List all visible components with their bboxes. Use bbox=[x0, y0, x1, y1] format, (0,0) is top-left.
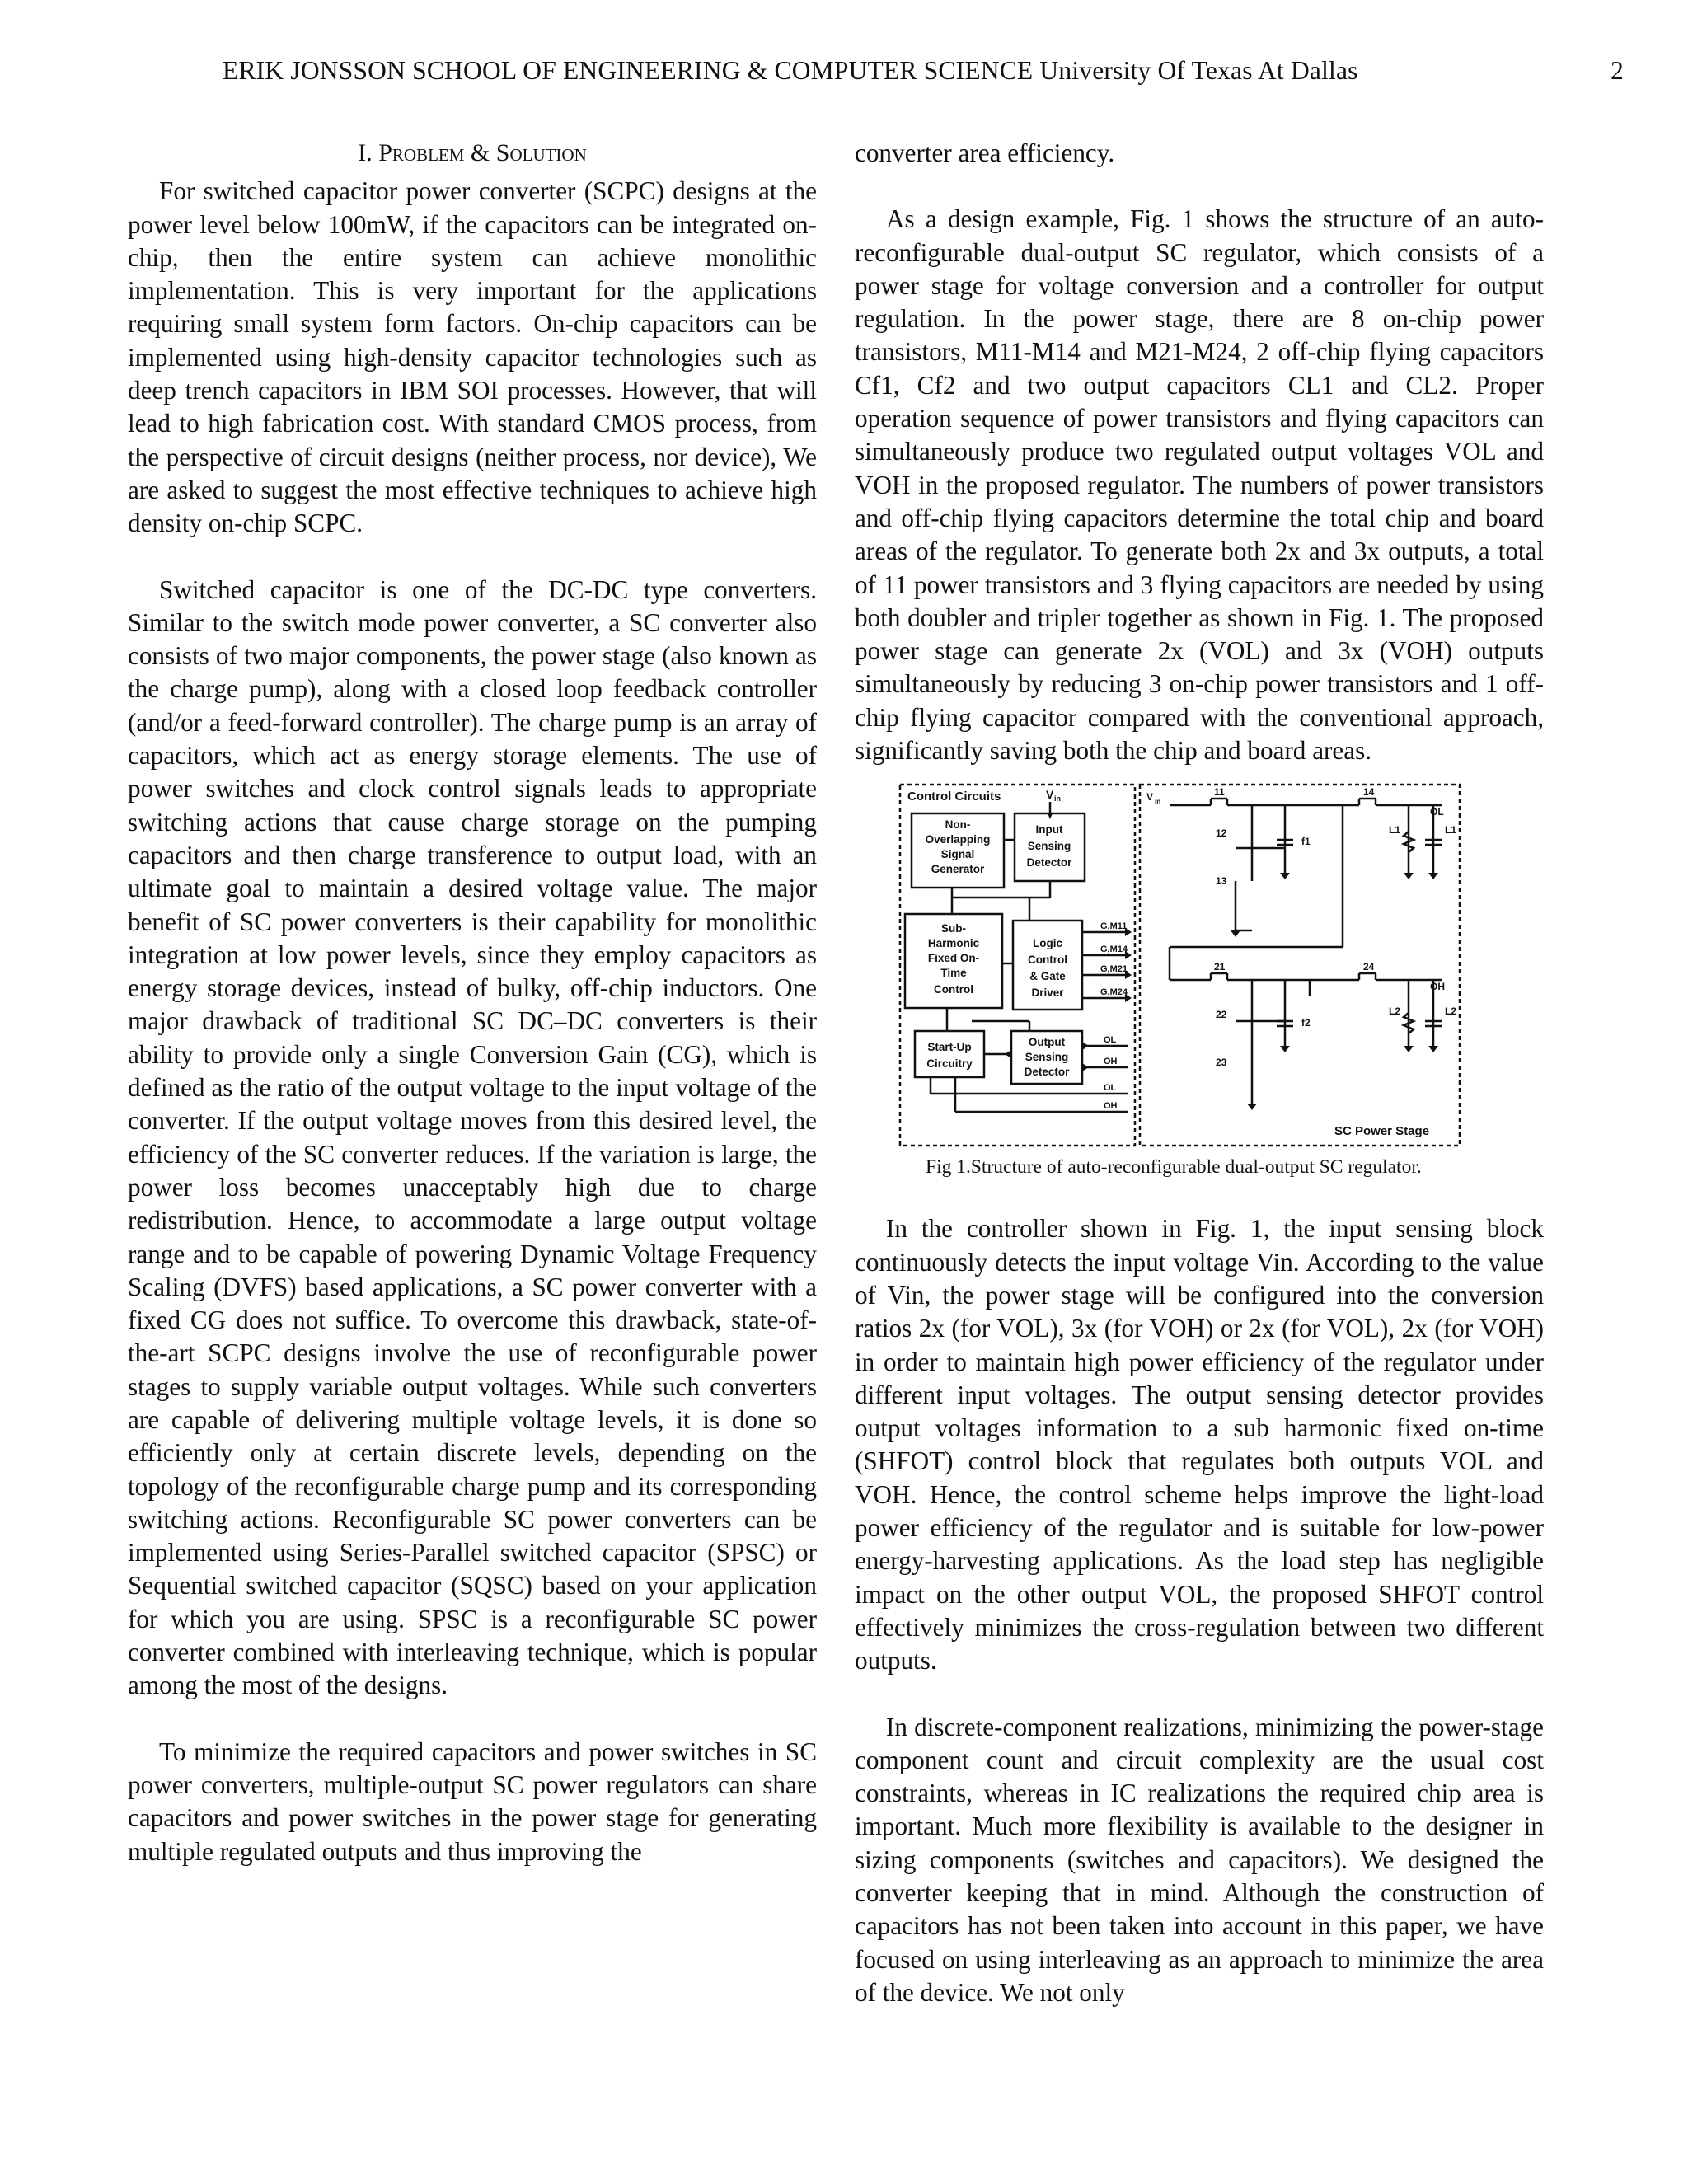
m-label: 14 bbox=[1363, 786, 1375, 799]
res-label: L1 bbox=[1389, 824, 1401, 837]
block-text: Input bbox=[1035, 823, 1063, 837]
m-label: 22 bbox=[1216, 1009, 1227, 1021]
page-number: 2 bbox=[1611, 56, 1624, 85]
vin-label: V bbox=[1046, 788, 1054, 802]
out-label: OL bbox=[1104, 1083, 1117, 1094]
m-label: 12 bbox=[1216, 827, 1227, 840]
paragraph: In the controller shown in Fig. 1, the input sensing block continuously detects the input voltage Vin. According to the value of Vin, the power stage will be configured into the conversion ratios 2x (for VOL), 3x (for VOH) or 2x (for VOL), 2x (for VOH) in order to maintain high power efficiency of the regulator under different input voltages. The output sensing detector provides output voltages information to a sub harmonic fixed on-time (SHFOT) control block that regulates both outputs VOL and VOH. Hence, the control scheme helps improve the light-load power efficiency of the regulator and is suitable for low-power energy-harvesting applications. As the load step has negligible impact on the other output VOL, the proposed SHFOT control effectively minimizes the cross-regulation between two different outputs. bbox=[855, 1214, 1544, 1675]
block-text: Sub- bbox=[941, 922, 966, 935]
control-title: Control Circuits bbox=[907, 790, 1001, 804]
block-text: Start-Up bbox=[927, 1041, 972, 1054]
block-text: Generator bbox=[931, 863, 985, 876]
vin-sub: in bbox=[1054, 794, 1061, 804]
block-text: Circuitry bbox=[926, 1057, 973, 1071]
block-text: Signal bbox=[940, 848, 975, 861]
gate-label: G,M14 bbox=[1100, 944, 1128, 955]
paragraph: For switched capacitor power converter (SCPC) designs at the power level below 100mW, if the capacitors can be integrated on-chip, then the entire system can achieve monolithic implementation. This is very important for the applications requiring small system form factors. On-chip capacitors can be implemented using high-density capacitor technologies such as deep trench capacitors in IBM SOI processes. However, that will lead to high fabrication cost. With standard CMOS process, from the perspective of circuit designs (neither process, nor device), We are asked to suggest the most effective techniques to achieve high density on-chip SCPC. bbox=[128, 176, 817, 538]
vin-stage-label: V bbox=[1146, 791, 1154, 804]
figure-1 bbox=[898, 782, 1463, 1179]
section-numeral: I. bbox=[358, 139, 373, 166]
circuit-diagram bbox=[898, 782, 1463, 1150]
cap-label: L1 bbox=[1445, 824, 1457, 837]
gate-label: G,M21 bbox=[1100, 964, 1128, 975]
power-stage-title: SC Power Stage bbox=[1334, 1124, 1430, 1139]
header-title: ERIK JONSSON SCHOOL OF ENGINEERING & COMPUTER SCIENCE University Of Texas At Dallas bbox=[223, 56, 1358, 85]
vin-stage-sub: in bbox=[1155, 798, 1161, 806]
left-column bbox=[128, 137, 817, 1901]
voh-label: OH bbox=[1430, 981, 1445, 993]
block-text: Output bbox=[1028, 1036, 1066, 1049]
cap-label: f1 bbox=[1301, 836, 1311, 848]
m-label: 23 bbox=[1216, 1057, 1227, 1069]
block-text: Harmonic bbox=[927, 937, 980, 950]
paragraph: To minimize the required capacitors and power switches in SC power converters, multiple-output SC power regulators can share capacitors and power switches in the power stage for generating multiple regulated outputs and thus improving the bbox=[128, 1736, 817, 1866]
paragraph: Switched capacitor is one of the DC-DC type converters. Similar to the switch mode power converter, a SC converter also consists of two major components, the power stage (also known as the charge pump), along with a closed loop feedback controller (and/or a feed-forward controller). The charge pump is an array of capacitors, which act as energy storage elements. The use of power switches and clock control signals leads to appropriate switching actions that cause charge storage on the pumping capacitors and then charge transference to output load, with an ultimate goal to maintain a desired voltage value. The major benefit of SC power converters is their capability for monolithic integration at low power levels, since they employ capacitors as energy storage devices, instead of bulky, off-chip inductors. One major drawback of traditional SC DC–DC converters is their ability to provide only a single Conversion Gain (CG), which is defined as the ratio of the output voltage to the input voltage of the converter. If the output voltage moves from this desired level, the efficiency of the SC converter reduces. If the variation is large, the power loss becomes unacceptably high due to charge redistribution. Hence, to accommodate a large output voltage range and to be capable of powering Dynamic Voltage Frequency Scaling (DVFS) based applications, a SC power converter with a fixed CG does not suffice. To overcome this drawback, state-of-the-art SCPC designs involve the use of reconfigurable power stages to supply variable output voltages. While such converters are capable of delivering multiple voltage levels, it is done so efficiently only at certain discrete levels, depending on the topology of the reconfigurable charge pump and its corresponding switching actions. Reconfigurable SC power converters can be implemented using Series-Parallel switched capacitor (SPSC) or Sequential switched capacitor (SQSC) based on your application for which you are using. SPSC is a reconfigurable SC power converter combined with interleaving technique, which is popular among the most of the designs. bbox=[128, 574, 817, 1700]
block-text: Fixed On- bbox=[927, 952, 980, 965]
m-label: 21 bbox=[1214, 961, 1226, 973]
paragraph: converter area efficiency. bbox=[855, 138, 1115, 167]
section-title-text: Problem & Solution bbox=[378, 139, 587, 166]
out-label: OH bbox=[1104, 1101, 1118, 1112]
block-text: Control bbox=[1028, 954, 1067, 967]
block-text: Time bbox=[940, 967, 967, 980]
out-label: OL bbox=[1104, 1035, 1117, 1046]
paragraph: As a design example, Fig. 1 shows the structure of an auto-reconfigurable dual-output SC regulator, which consists of a power stage for voltage conversion and a controller for output regulation. In the power stage, there are 8 on-chip power transistors, M11-M14 and M21-M24, 2 off-chip flying capacitors Cf1, Cf2 and two output capacitors CL1 and CL2. Proper operation sequence of power transistors and flying capacitors can simultaneously produce two regulated output voltages VOL and VOH in the proposed regulator. The numbers of power transistors and off-chip flying capacitors determine the total chip and board areas of the regulator. To generate both 2x and 3x outputs, a total of 11 power transistors and 3 flying capacitors are needed by using both doubler and tripler together as shown in Fig. 1. The proposed power stage can generate 2x (VOL) and 3x (VOH) outputs simultaneously by reducing 3 on-chip power transistors and 1 off-chip flying capacitor compared with the conventional approach, significantly saving both the chip and board areas. bbox=[855, 204, 1544, 766]
block-text: Driver bbox=[1031, 987, 1064, 1000]
block-text: Non- bbox=[945, 818, 971, 832]
vol-label: OL bbox=[1430, 806, 1444, 818]
cap-label: f2 bbox=[1301, 1017, 1311, 1029]
m-label: 13 bbox=[1216, 875, 1227, 888]
paragraph: In discrete-component realizations, minimizing the power-stage component count and circuit complexity are the usual cost constraints, whereas in IC realizations the required chip area is important. Much more flexibility is available to the designer in sizing components (switches and capacitors). We designed the converter keeping that in mind. Although the construction of capacitors has not been taken into account in this paper, we have focused on using interleaving as an approach to minimize the area of the device. We not only bbox=[855, 1712, 1544, 2007]
block-text: Control bbox=[934, 983, 973, 996]
block-text: Detector bbox=[1024, 1066, 1070, 1079]
cap-label: L2 bbox=[1445, 1005, 1457, 1018]
figure-caption: Fig 1.Structure of auto-reconfigurable dual-output SC regulator. bbox=[926, 1156, 1422, 1179]
res-label: L2 bbox=[1389, 1005, 1401, 1018]
block-text: Sensing bbox=[1025, 1051, 1069, 1064]
m-label: 24 bbox=[1363, 961, 1375, 973]
right-column bbox=[855, 137, 1544, 2042]
block-text: Overlapping bbox=[925, 833, 991, 846]
block-text: Detector bbox=[1026, 856, 1072, 869]
block-text: & Gate bbox=[1029, 970, 1066, 983]
block-text: Logic bbox=[1033, 937, 1062, 950]
m-label: 11 bbox=[1214, 786, 1225, 799]
gate-label: G,M11 bbox=[1100, 921, 1128, 932]
out-label: OH bbox=[1104, 1057, 1118, 1067]
section-title bbox=[128, 137, 817, 170]
block-text: Sensing bbox=[1027, 840, 1071, 853]
gate-label: G,M24 bbox=[1100, 987, 1128, 998]
page-header bbox=[223, 56, 1624, 86]
